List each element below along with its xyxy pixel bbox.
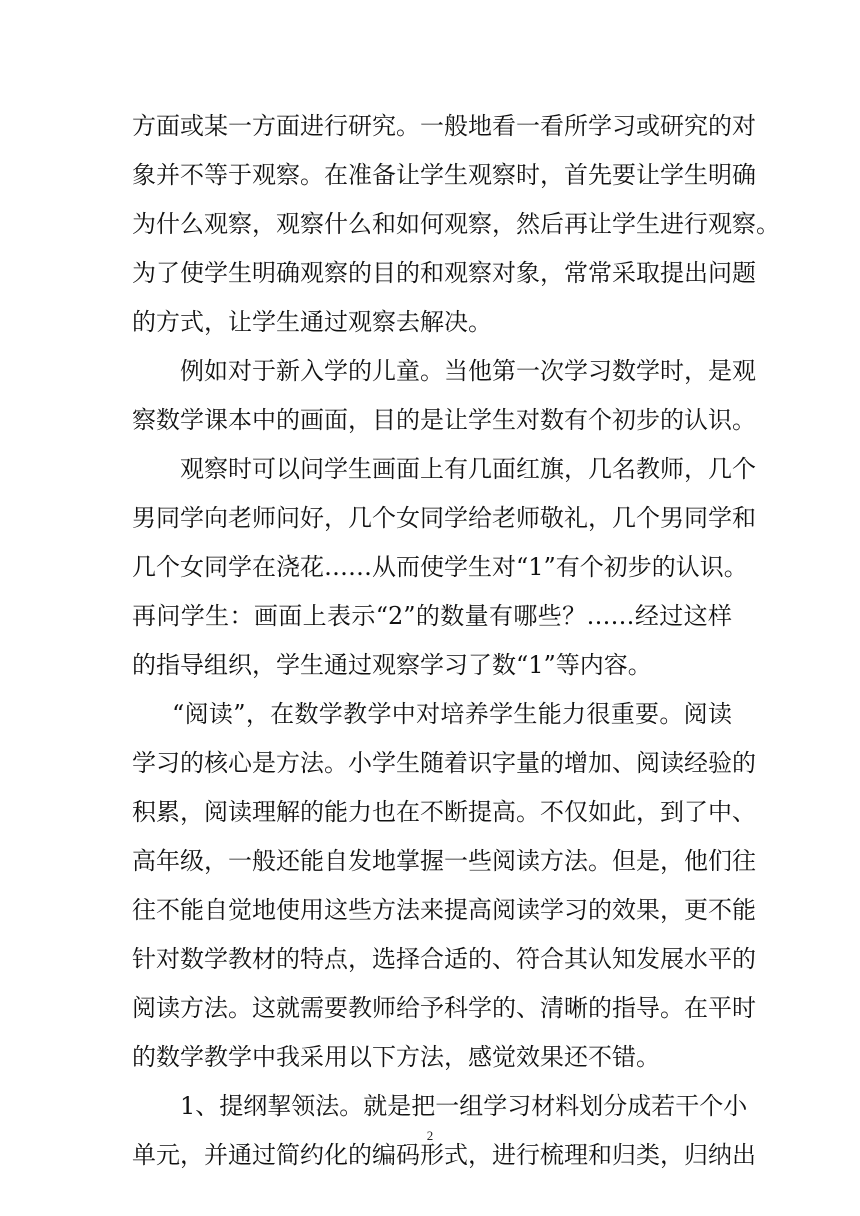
text-line: 针对数学教材的特点，选择合适的、符合其认知发展水平的 <box>132 945 756 973</box>
text-line: 象并不等于观察。在准备让学生观察时，首先要让学生明确 <box>132 161 756 189</box>
text-line: 的方式，让学生通过观察去解决。 <box>132 308 492 336</box>
paragraph-4 <box>132 690 756 1082</box>
text-line: 往不能自觉地使用这些方法来提高阅读学习的效果，更不能 <box>132 896 756 924</box>
text-line: 1、提纲挈领法。就是把一组学习材料划分成若干个小 <box>180 1092 748 1120</box>
text-line: 单元，并通过简约化的编码形式，进行梳理和归类，归纳出 <box>132 1141 756 1169</box>
text-line: 高年级，一般还能自发地掌握一些阅读方法。但是，他们往 <box>132 847 756 875</box>
text-line: 的数学教学中我采用以下方法，感觉效果还不错。 <box>132 1043 660 1071</box>
paragraph-3 <box>132 445 756 690</box>
text-line: 例如对于新入学的儿童。当他第一次学习数学时，是观 <box>180 357 756 385</box>
text-line: “阅读”，在数学教学中对培养学生能力很重要。阅读 <box>172 700 732 728</box>
text-line: 阅读方法。这就需要教师给予科学的、清晰的指导。在平时 <box>132 994 756 1022</box>
text-line: 学习的核心是方法。小学生随着识字量的增加、阅读经验的 <box>132 749 756 777</box>
text-line: 再问学生：画面上表示“2”的数量有哪些？……经过这样 <box>132 602 732 630</box>
paragraph-1 <box>132 102 780 347</box>
paragraph-2 <box>132 347 756 445</box>
text-line: 男同学向老师问好，几个女同学给老师敬礼，几个男同学和 <box>132 504 756 532</box>
text-line: 观察时可以问学生画面上有几面红旗，几名教师，几个 <box>180 455 756 483</box>
text-line: 积累，阅读理解的能力也在不断提高。不仅如此，到了中、 <box>132 798 756 826</box>
text-line: 的指导组织，学生通过观察学习了数“1”等内容。 <box>132 651 652 679</box>
document-body <box>132 102 780 1180</box>
text-line: 几个女同学在浇花……从而使学生对“1”有个初步的认识。 <box>132 553 748 581</box>
page-number: 2 <box>426 1128 434 1143</box>
text-line: 为什么观察，观察什么和如何观察，然后再让学生进行观察。 <box>132 210 780 238</box>
text-line: 为了使学生明确观察的目的和观察对象，常常采取提出问题 <box>132 259 756 287</box>
text-line: 察数学课本中的画面，目的是让学生对数有个初步的认识。 <box>132 406 756 434</box>
text-line: 方面或某一方面进行研究。一般地看一看所学习或研究的对 <box>132 112 756 140</box>
